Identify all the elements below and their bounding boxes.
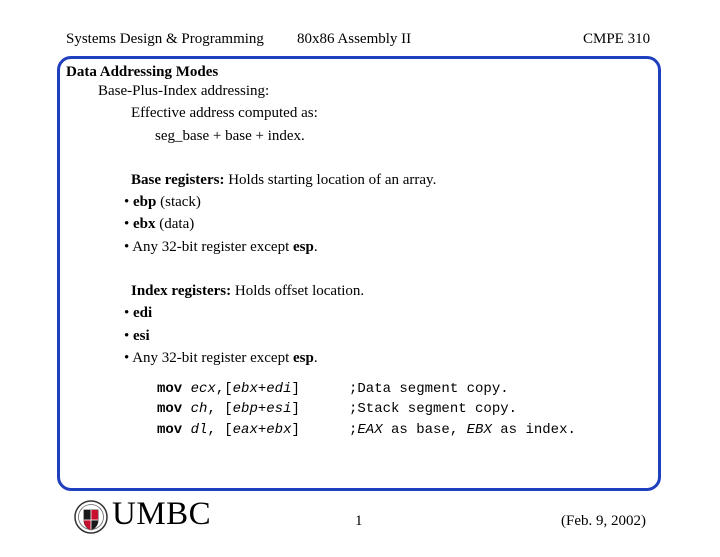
index-item-any bbox=[124, 350, 318, 367]
operand-sep: ,[ bbox=[215, 381, 233, 397]
register-name: esi bbox=[133, 328, 150, 344]
bullet: • bbox=[124, 350, 130, 366]
operand-sep: , [ bbox=[207, 401, 233, 417]
bullet: • bbox=[124, 216, 130, 232]
slide-subtitle: Base-Plus-Index addressing: bbox=[98, 83, 270, 99]
any-register-text: Any 32-bit register except bbox=[132, 239, 293, 255]
code-line-3 bbox=[157, 422, 300, 438]
register-desc: (stack) bbox=[156, 194, 201, 210]
base-registers-label: Base registers: bbox=[131, 172, 225, 188]
index-registers-desc: Holds offset location. bbox=[231, 283, 365, 299]
excluded-register: esp bbox=[292, 350, 314, 366]
opcode: mov bbox=[157, 381, 183, 397]
header-course: Systems Design & Programming bbox=[66, 31, 264, 47]
bullet: • bbox=[124, 239, 130, 255]
bullet: • bbox=[124, 328, 130, 344]
index-item-esi bbox=[124, 328, 150, 345]
comment-reg-eax: EAX bbox=[357, 422, 383, 438]
code-line-2 bbox=[157, 401, 300, 417]
base-item-any bbox=[124, 239, 318, 256]
base-registers-line bbox=[131, 172, 436, 189]
dest-operand: ch bbox=[190, 401, 208, 417]
index-item-edi bbox=[124, 305, 152, 322]
period: . bbox=[313, 239, 318, 255]
src-operand: eax+ebx bbox=[232, 422, 292, 438]
base-item-ebx bbox=[124, 216, 194, 233]
code-comment-2 bbox=[349, 401, 517, 417]
code-comment-1 bbox=[349, 381, 509, 397]
comment-text: ;Stack segment copy. bbox=[349, 401, 518, 417]
umbc-logo-text: UMBC bbox=[112, 496, 212, 532]
comment-semicolon: ; bbox=[349, 422, 358, 438]
index-registers-line bbox=[131, 283, 364, 300]
register-name: ebx bbox=[133, 216, 156, 232]
excluded-register: esp bbox=[292, 239, 314, 255]
bracket-close: ] bbox=[291, 422, 300, 438]
umbc-seal-icon bbox=[74, 499, 108, 535]
bracket-close: ] bbox=[291, 401, 300, 417]
register-name: ebp bbox=[133, 194, 157, 210]
opcode: mov bbox=[157, 401, 183, 417]
base-item-ebp bbox=[124, 194, 201, 211]
comment-end: as index. bbox=[491, 422, 576, 438]
header-course-code: CMPE 310 bbox=[583, 31, 651, 47]
comment-mid: as base, bbox=[382, 422, 467, 438]
bullet: • bbox=[124, 194, 130, 210]
bracket-close: ] bbox=[291, 381, 300, 397]
effective-address-line: Effective address computed as: bbox=[131, 105, 318, 121]
comment-reg-ebx: EBX bbox=[466, 422, 492, 438]
bullet: • bbox=[124, 305, 130, 321]
comment-text: ;Data segment copy. bbox=[349, 381, 509, 397]
any-register-text: Any 32-bit register except bbox=[132, 350, 293, 366]
dest-operand: dl bbox=[190, 422, 208, 438]
index-registers-label: Index registers: bbox=[131, 283, 232, 299]
register-desc: (data) bbox=[155, 216, 195, 232]
src-operand: ebp+esi bbox=[232, 401, 292, 417]
operand-sep: , [ bbox=[207, 422, 233, 438]
base-registers-desc: Holds starting location of an array. bbox=[224, 172, 437, 188]
address-formula: seg_base + base + index. bbox=[155, 128, 305, 144]
footer-date: (Feb. 9, 2002) bbox=[561, 513, 646, 529]
src-operand: ebx+edi bbox=[232, 381, 292, 397]
code-comment-3 bbox=[349, 422, 576, 438]
slide-title: Data Addressing Modes bbox=[66, 64, 219, 80]
opcode: mov bbox=[157, 422, 183, 438]
page-number: 1 bbox=[355, 513, 363, 529]
dest-operand: ecx bbox=[190, 381, 216, 397]
header-topic: 80x86 Assembly II bbox=[297, 31, 412, 47]
code-line-1 bbox=[157, 381, 300, 397]
register-name: edi bbox=[133, 305, 153, 321]
period: . bbox=[313, 350, 318, 366]
